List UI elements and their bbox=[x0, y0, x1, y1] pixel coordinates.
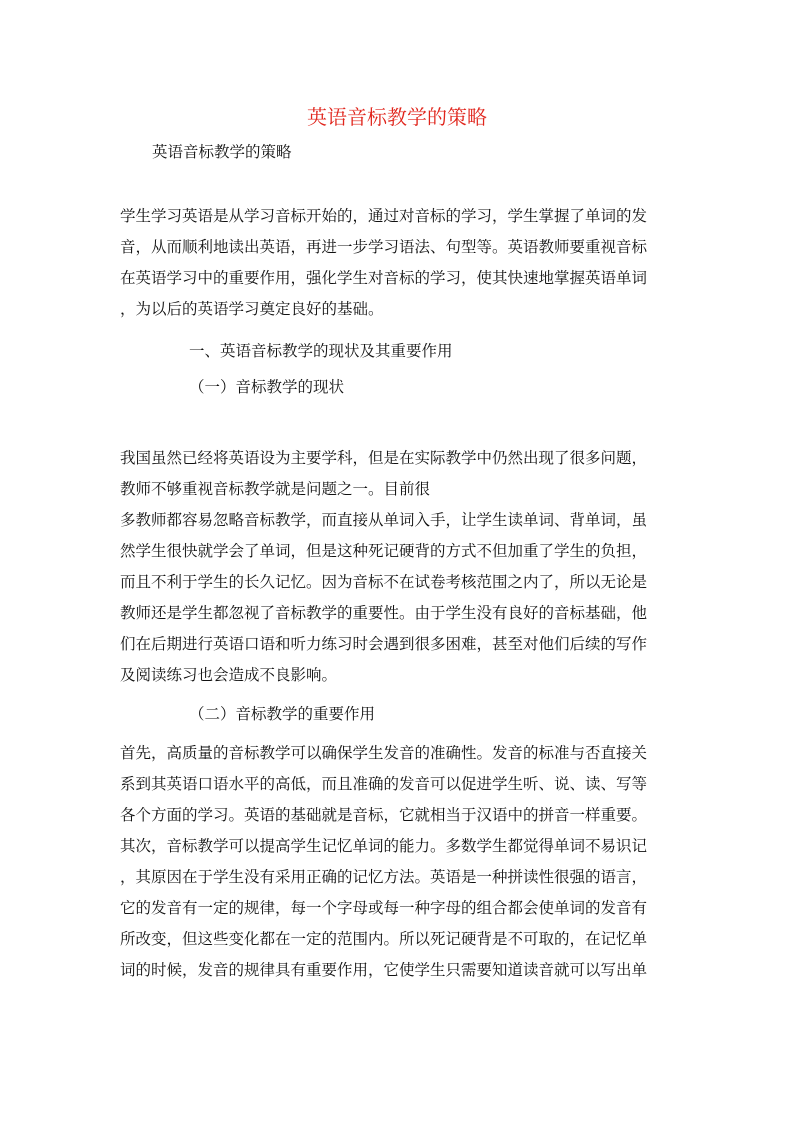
subsection-heading-importance: （二）音标教学的重要作用 bbox=[189, 705, 376, 723]
text-line: 们在后期进行英语口语和听力练习时会遇到很多困难，甚至对他们后续的写作 bbox=[120, 635, 648, 653]
text-line: 在英语学习中的重要作用，强化学生对音标的学习，使其快速地掌握英语单词 bbox=[120, 269, 648, 287]
text-line: 系到其英语口语水平的高低，而且准确的发音可以促进学生听、说、读、写等 bbox=[120, 775, 648, 793]
text-line: 教师还是学生都忽视了音标教学的重要性。由于学生没有良好的音标基础，他 bbox=[120, 604, 648, 622]
text-line: 所改变，但这些变化都在一定的范围内。所以死记硬背是不可取的，在记忆单 bbox=[120, 930, 648, 948]
text-line: 多教师都容易忽略音标教学，而直接从单词入手，让学生读单词、背单词，虽 bbox=[120, 511, 648, 529]
text-line: 音，从而顺利地读出英语，再进一步学习语法、句型等。英语教师要重视音标 bbox=[120, 238, 648, 256]
text-line: 首先，高质量的音标教学可以确保学生发音的准确性。发音的标准与否直接关 bbox=[120, 744, 648, 762]
text-line: 然学生很快就学会了单词，但是这种死记硬背的方式不但加重了学生的负担， bbox=[120, 542, 648, 560]
text-line: 其次，音标教学可以提高学生记忆单词的能力。多数学生都觉得单词不易识记 bbox=[120, 837, 648, 855]
text-line: 及阅读练习也会造成不良影响。 bbox=[120, 666, 338, 684]
document-subtitle: 英语音标教学的策略 bbox=[152, 143, 292, 161]
text-line: 学生学习英语是从学习音标开始的，通过对音标的学习，学生掌握了单词的发 bbox=[120, 207, 648, 225]
status-paragraph bbox=[120, 443, 680, 691]
text-line: 我国虽然已经将英语设为主要学科，但是在实际教学中仍然出现了很多问题， bbox=[120, 449, 648, 467]
text-line: ，为以后的英语学习奠定良好的基础。 bbox=[120, 300, 384, 318]
text-line: 词的时候，发音的规律具有重要作用，它使学生只需要知道读音就可以写出单 bbox=[120, 961, 648, 979]
importance-paragraph bbox=[120, 738, 680, 986]
section-heading-1: 一、英语音标教学的现状及其重要作用 bbox=[189, 342, 453, 360]
document-title: 英语音标教学的策略 bbox=[307, 105, 487, 129]
text-line: 教师不够重视音标教学就是问题之一。目前很 bbox=[120, 480, 431, 498]
text-line: ，其原因在于学生没有采用正确的记忆方法。英语是一种拼读性很强的语言， bbox=[120, 868, 648, 886]
text-line: 而且不利于学生的长久记忆。因为音标不在试卷考核范围之内了，所以无论是 bbox=[120, 573, 648, 591]
text-line: 它的发音有一定的规律，每一个字母或每一种字母的组合都会使单词的发音有 bbox=[120, 899, 648, 917]
subsection-heading-status: （一）音标教学的现状 bbox=[189, 378, 345, 396]
intro-paragraph bbox=[120, 201, 680, 325]
text-line: 各个方面的学习。英语的基础就是音标，它就相当于汉语中的拼音一样重要。 bbox=[120, 806, 648, 824]
